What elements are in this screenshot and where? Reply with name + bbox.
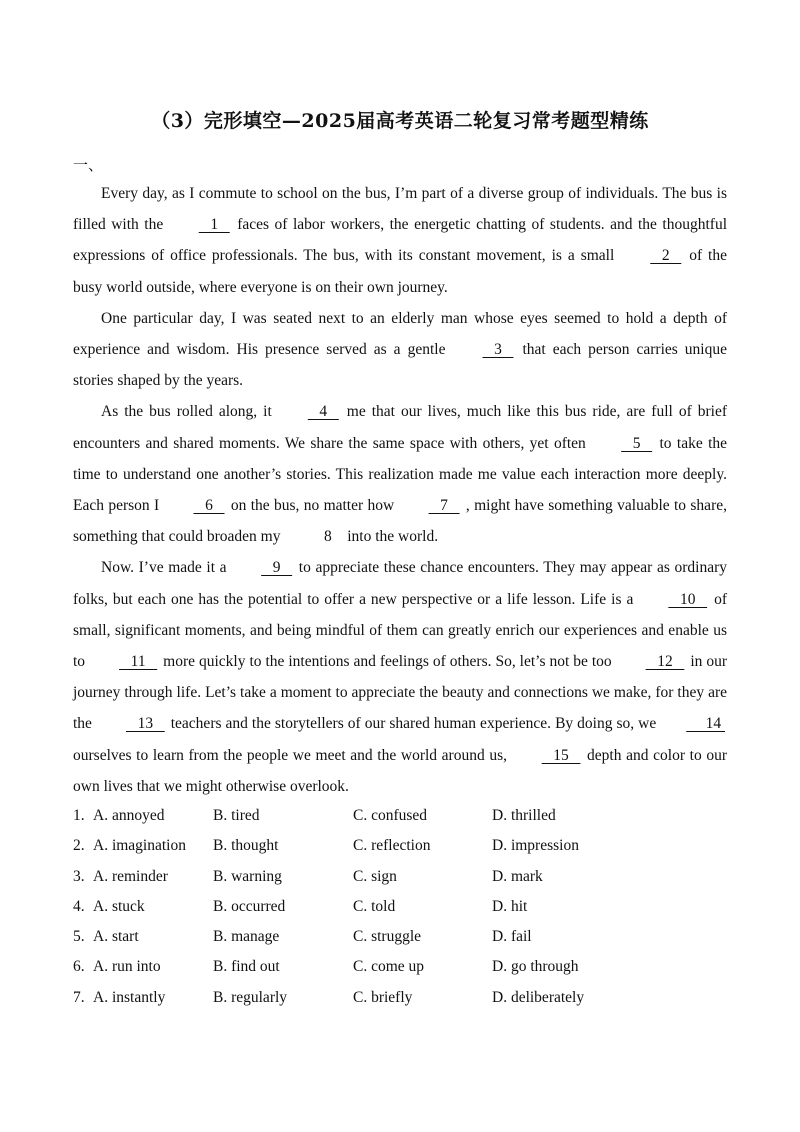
option-c: C. confused <box>353 807 428 824</box>
option-d: D. go through <box>492 958 579 976</box>
paragraph-text: to take the time to understand one another’s stories. This realization made me value each interaction more deeply. Each person I <box>73 434 727 515</box>
blank-11: 11 <box>119 653 158 671</box>
option-d: D. mark <box>492 867 543 885</box>
paragraph-text: of the busy world outside, where everyone is on their own journey. <box>73 247 727 296</box>
page-title: （3）完形填空—2025届高考英语二轮复习常考题型精练 <box>151 110 649 132</box>
paragraph-text: me that our lives, much like this bus ride, are full of brief encounters and shared moments. We share the same space with others, yet often <box>73 403 728 452</box>
option-row <box>73 985 727 1015</box>
blank-2: 2 <box>650 247 682 265</box>
question-number: 6. <box>73 958 85 976</box>
question-number: 7. <box>73 988 85 1006</box>
option-row <box>73 833 727 863</box>
option-d: D. hit <box>492 897 528 915</box>
question-number: 2. <box>73 837 85 855</box>
blank-4: 4 <box>307 403 339 421</box>
option-a: A. annoyed <box>93 807 165 824</box>
option-b: B. manage <box>213 928 280 946</box>
paragraph-3 <box>73 396 727 552</box>
paragraph-text: As the bus rolled along, it <box>101 403 278 421</box>
paragraph-text: to appreciate these chance encounters. They may appear as ordinary folks, but each one has the potential to offer a new perspective or a life lesson. Life is a <box>73 559 727 608</box>
blank-1: 1 <box>198 216 230 234</box>
blank-3: 3 <box>482 341 514 359</box>
blank-10: 10 <box>668 590 708 608</box>
blank-13: 13 <box>125 715 165 733</box>
paragraph-1 <box>73 178 727 303</box>
paragraph-text: Every day, as I commute to school on the bus, I’m part of a diverse group of individuals. The bus is filled with the <box>73 185 727 234</box>
paragraph-2 <box>73 303 727 397</box>
paragraph-text: teachers and the storytellers of our shared human experience. By doing so, we <box>166 715 657 733</box>
option-c: C. briefly <box>353 988 413 1006</box>
option-c: C. come up <box>353 958 425 976</box>
option-b: B. occurred <box>213 897 286 915</box>
option-a: A. instantly <box>93 988 166 1006</box>
paragraph-text: ourselves to learn from the people we meet and the world around us, <box>73 746 512 764</box>
question-number: 3. <box>73 867 85 885</box>
option-c: C. sign <box>353 867 397 885</box>
blank-6: 6 <box>193 497 225 515</box>
blank-5: 5 <box>621 434 653 452</box>
option-row <box>73 864 727 894</box>
paragraph-text: One particular day, I was seated next to an elderly man whose eyes seemed to hold a depth of experience and wisdom. His presence served as a gentle <box>73 309 727 359</box>
option-d: D. fail <box>492 928 532 946</box>
blank-7: 7 <box>428 497 460 515</box>
question-number: 4. <box>73 897 85 915</box>
option-a: A. run into <box>93 958 161 976</box>
blank-9: 9 <box>261 559 293 577</box>
blank-8: 8 <box>312 528 344 546</box>
paragraph-text: more quickly to the intentions and feelings of others. So, let’s not be too <box>159 653 616 671</box>
question-number: 5. <box>73 928 85 946</box>
option-a: A. reminder <box>93 867 168 885</box>
option-row <box>73 954 727 984</box>
option-row <box>73 803 727 833</box>
option-a: A. stuck <box>93 897 145 915</box>
paragraph-text: depth and color to our own lives that we might otherwise overlook. <box>73 746 727 795</box>
option-row <box>73 894 727 924</box>
question-number: 1. <box>73 807 85 824</box>
paragraph-4 <box>73 552 727 802</box>
blank-15: 15 <box>541 746 581 764</box>
option-b: B. find out <box>213 958 280 976</box>
option-c: C. told <box>353 897 396 915</box>
option-d: D. thrilled <box>492 807 556 824</box>
paragraph-text: , might have something valuable to share, something that could broaden my <box>73 497 727 546</box>
paragraph-text: Now. I’ve made it a <box>101 559 232 577</box>
paragraph-text: faces of labor workers, the energetic chatting of students. and the thoughtful expressions of office professionals. The bus, with its constant movement, is a small <box>73 216 728 265</box>
option-d: D. impression <box>492 837 579 855</box>
answer-options <box>73 803 727 1015</box>
section-marker: 一、 <box>73 156 104 174</box>
option-a: A. imagination <box>93 837 186 855</box>
option-b: B. regularly <box>213 988 288 1006</box>
option-a: A. start <box>93 928 139 946</box>
paragraph-text: in our journey through life. Let’s take a moment to appreciate the beauty and connections we make, for they are the <box>73 653 728 733</box>
blank-12: 12 <box>645 653 685 671</box>
option-c: C. reflection <box>353 837 431 855</box>
blank-14: 14 <box>686 715 726 733</box>
cloze-passage <box>73 178 727 802</box>
paragraph-text: on the bus, no matter how <box>226 497 399 515</box>
paragraph-text: that each person carries unique stories shaped by the years. <box>73 341 727 390</box>
option-b: B. tired <box>213 807 260 824</box>
paragraph-text: of small, significant moments, and being mindful of them can greatly enrich our experiences and enable us to <box>73 590 727 671</box>
paragraph-text: into the world. <box>343 528 439 546</box>
option-b: B. thought <box>213 837 279 855</box>
option-b: B. warning <box>213 867 282 885</box>
option-c: C. struggle <box>353 928 422 946</box>
option-row <box>73 924 727 954</box>
option-d: D. deliberately <box>492 988 585 1006</box>
